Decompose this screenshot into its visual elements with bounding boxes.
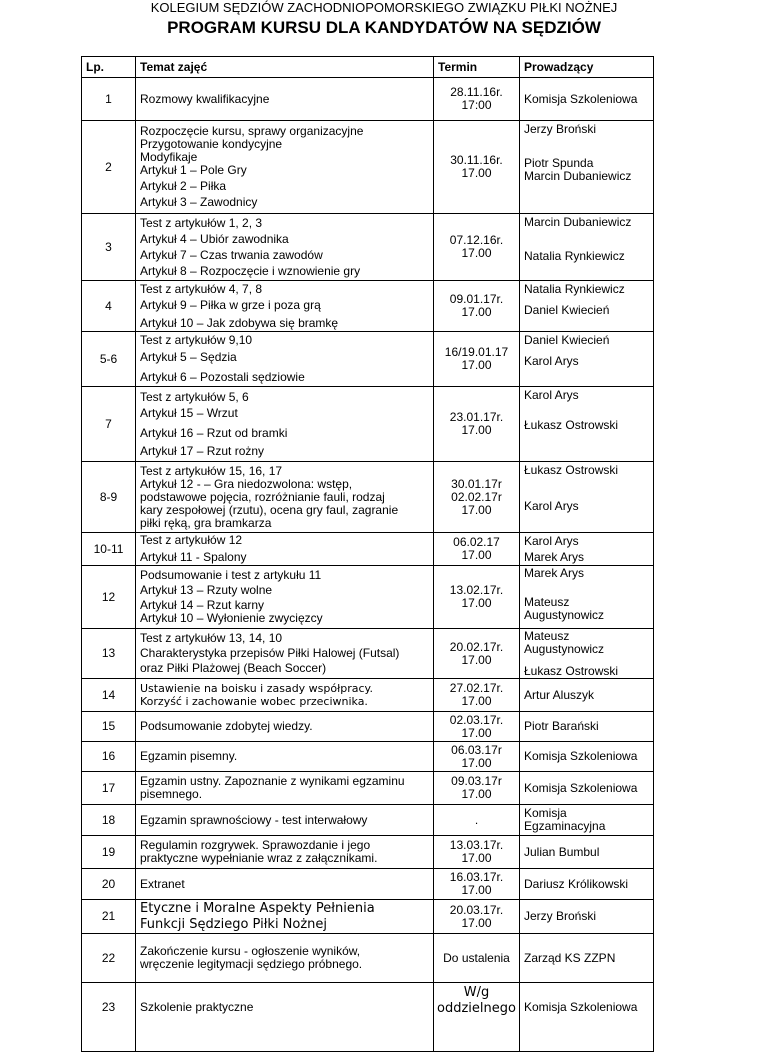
topic-line: pisemnego.	[140, 787, 203, 801]
date-cell	[434, 712, 520, 742]
date-line: 16.03.17r.	[449, 870, 504, 884]
topic-cell	[136, 934, 434, 983]
row-number: 16	[82, 742, 136, 772]
table-row	[82, 836, 654, 869]
topic-line: Egzamin sprawnościowy - test interwałowy	[140, 812, 368, 827]
row-number: 13	[82, 629, 136, 679]
date-line: 28.11.16r.	[450, 85, 503, 99]
time-line: 17.00	[461, 596, 492, 610]
topic-line: Test z artykułów 5, 6	[140, 389, 249, 404]
lead-cell	[520, 387, 654, 462]
date-line: 07.12.16r.	[449, 233, 504, 247]
lead-cell	[520, 934, 654, 983]
date-line: 20.03.17r.	[449, 902, 504, 917]
topic-line: Artykuł 9 – Piłka w grze i poza grą	[140, 297, 321, 312]
topic-line: Test z artykułów 13, 14, 10	[140, 631, 283, 645]
topic-line: Rozmowy kwalifikacyjne	[140, 91, 270, 106]
date-line: 09.03.17r	[451, 774, 502, 788]
lead-name: Natalia Rynkiewicz	[524, 282, 625, 296]
date-cell	[434, 121, 520, 214]
lead-name: Piotr Barański	[524, 719, 599, 733]
topic-line: Charakterystyka przepisów Piłki Halowej (Futsal)	[140, 646, 400, 660]
row-number: 2	[82, 121, 136, 214]
lead-name: Komisja Szkoleniowa	[524, 749, 638, 763]
table-row	[82, 983, 654, 1052]
table-row	[82, 121, 654, 214]
lead-cell	[520, 869, 654, 900]
lead-name: Daniel Kwiecień	[524, 333, 610, 347]
time-line: 17.00	[461, 548, 492, 562]
lead-cell	[520, 900, 654, 934]
topic-line: wręczenie legitymacji sędziego próbnego.	[140, 957, 363, 971]
topic-line: podstawowe pojęcia, rozróżnianie fauli, rodzaj	[140, 489, 385, 504]
topic-cell	[136, 462, 434, 533]
topic-line: Korzyść i zachowanie wobec przeciwnika.	[140, 695, 368, 708]
topic-cell	[136, 900, 434, 934]
topic-cell	[136, 805, 434, 836]
topic-line: Szkolenie praktyczne	[140, 1000, 254, 1014]
date-line: 09.01.17r.	[449, 292, 504, 306]
lead-name: Julian Bumbul	[524, 844, 600, 859]
topic-cell	[136, 214, 434, 281]
table-row	[82, 772, 654, 805]
organization-name: KOLEGIUM SĘDZIÓW ZACHODNIOPOMORSKIEGO ZWIĄZKU PIŁKI NOŻNEJ	[150, 0, 618, 15]
time-line: 17.00	[461, 915, 492, 930]
row-number: 19	[82, 836, 136, 869]
date-line: 30.11.16r.	[450, 153, 503, 167]
lead-cell	[520, 679, 654, 712]
time-line: 17.00	[461, 694, 492, 708]
topic-line: Modyfikaje	[140, 150, 198, 164]
topic-line: Artykuł 10 – Jak zdobywa się bramkę	[140, 315, 339, 330]
time-line: 17:00	[461, 98, 492, 112]
lead-name: Komisja Szkoleniowa	[524, 91, 638, 106]
topic-line: Podsumowanie i test z artykułu 11	[140, 568, 322, 582]
table-row	[82, 679, 654, 712]
lead-name: Karol Arys	[524, 533, 579, 548]
topic-line: Artykuł 8 – Rozpoczęcie i wznowienie gry	[140, 263, 361, 278]
topic-cell	[136, 566, 434, 629]
row-number: 5-6	[82, 332, 136, 387]
date-cell	[434, 281, 520, 332]
date-line: 06.03.17r	[451, 742, 502, 757]
date-cell	[434, 387, 520, 462]
lead-cell	[520, 712, 654, 742]
lead-name: Mateusz Augustynowicz	[524, 595, 605, 622]
topic-cell	[136, 712, 434, 742]
lead-name: Marek Arys	[524, 549, 585, 564]
date-cell	[434, 934, 520, 983]
lead-name: Marek Arys	[524, 566, 585, 580]
table-row	[82, 934, 654, 983]
row-number: 23	[82, 983, 136, 1052]
row-number: 18	[82, 805, 136, 836]
date-cell	[434, 805, 520, 836]
row-number: 8-9	[82, 462, 136, 533]
table-row	[82, 629, 654, 679]
row-number: 1	[82, 78, 136, 121]
row-number: 7	[82, 387, 136, 462]
date-cell	[434, 214, 520, 281]
lead-name: Mateusz Augustynowicz	[524, 629, 605, 656]
lead-cell	[520, 462, 654, 533]
topic-line: Artykuł 3 – Zawodnicy	[140, 195, 258, 209]
topic-line: piłki ręką, gra bramkarza	[140, 515, 272, 530]
topic-line: Artykuł 10 – Wyłonienie zwycięzcy	[140, 611, 323, 625]
date-cell	[434, 742, 520, 772]
lead-cell	[520, 533, 654, 566]
topic-line: Artykuł 17 – Rzut rożny	[140, 443, 265, 458]
lead-name: Zarząd KS ZZPN	[524, 950, 616, 965]
lead-name: Dariusz Królikowski	[524, 876, 629, 891]
table-row	[82, 742, 654, 772]
date-cell	[434, 78, 520, 121]
topic-line: Artykuł 4 – Ubiór zawodnika	[140, 231, 289, 246]
topic-line: Etyczne i Moralne Aspekty Pełnienia	[140, 900, 375, 916]
topic-line: Egzamin pisemny.	[140, 749, 238, 763]
date-line: 23.01.17r.	[449, 410, 504, 424]
table-row	[82, 332, 654, 387]
lead-cell	[520, 566, 654, 629]
table-row	[82, 900, 654, 934]
lead-name: Artur Aluszyk	[524, 687, 595, 702]
lead-name: Karol Arys	[524, 499, 579, 513]
date-line: W/g	[463, 985, 490, 1000]
lead-name: Komisja Egzaminacyjna	[524, 806, 606, 833]
lead-cell	[520, 742, 654, 772]
date-line: .	[474, 812, 479, 827]
lead-cell	[520, 629, 654, 679]
date-line: oddzielnego	[437, 1001, 516, 1016]
date-line: 02.02.17r	[451, 489, 502, 504]
lead-cell	[520, 281, 654, 332]
date-line: 02.03.17r.	[449, 712, 504, 727]
lead-name: Marcin Dubaniewicz	[524, 169, 632, 183]
lead-name: Jerzy Broński	[524, 122, 597, 136]
date-cell	[434, 679, 520, 712]
lead-cell	[520, 214, 654, 281]
lead-name: Natalia Rynkiewicz	[524, 249, 625, 263]
lead-name: Karol Arys	[524, 388, 579, 402]
topic-line: Artykuł 11 - Spalony	[140, 550, 247, 564]
table-row	[82, 805, 654, 836]
row-number: 4	[82, 281, 136, 332]
lead-name: Daniel Kwiecień	[524, 303, 610, 317]
lead-cell	[520, 121, 654, 214]
date-cell	[434, 332, 520, 387]
row-number: 21	[82, 900, 136, 934]
topic-cell	[136, 742, 434, 772]
date-line: 06.02.17	[453, 535, 500, 549]
time-line: 17.00	[461, 851, 492, 865]
topic-cell	[136, 121, 434, 214]
topic-line: Extranet	[140, 876, 185, 891]
lead-name: Łukasz Ostrowski	[524, 418, 619, 432]
topic-line: Test z artykułów 9,10	[140, 333, 253, 347]
date-line: 20.02.17r.	[449, 639, 504, 654]
topic-line: Ustawienie na boisku i zasady współpracy.	[140, 682, 373, 695]
lead-cell	[520, 78, 654, 121]
lead-name: Karol Arys	[524, 354, 579, 368]
table-row	[82, 462, 654, 533]
time-line: 17.00	[461, 166, 492, 180]
date-cell	[434, 836, 520, 869]
topic-line: Zakończenie kursu - ogłoszenie wyników,	[140, 944, 361, 958]
date-cell	[434, 869, 520, 900]
row-number: 20	[82, 869, 136, 900]
date-cell	[434, 983, 520, 1052]
date-line: 30.01.17r	[451, 476, 502, 491]
lead-name: Piotr Spunda	[524, 156, 594, 170]
topic-line: Rozpoczęcie kursu, sprawy organizacyjne	[140, 124, 364, 138]
lead-name: Jerzy Broński	[524, 909, 597, 923]
topic-line: praktyczne wypełnianie wraz z załącznikami.	[140, 851, 378, 865]
table-row	[82, 78, 654, 121]
lead-name: Łukasz Ostrowski	[524, 463, 619, 477]
topic-cell	[136, 772, 434, 805]
column-header-lp: Lp.	[82, 57, 136, 78]
topic-line: Artykuł 1 – Pole Gry	[140, 163, 247, 177]
course-program-table	[81, 56, 654, 1052]
topic-line: Artykuł 6 – Pozostali sędziowie	[140, 370, 305, 384]
topic-line: kary zespołowej (rzutu), ocena gry faul, zagranie	[140, 502, 399, 517]
time-line: 17.00	[461, 755, 492, 770]
topic-line: Regulamin rozgrywek. Sprawozdanie i jego	[140, 838, 371, 852]
topic-line: Podsumowanie zdobytej wiedzy.	[140, 719, 313, 733]
topic-line: Test z artykułów 4, 7, 8	[140, 281, 263, 296]
time-line: 17.00	[461, 502, 492, 517]
date-line: Do ustalenia	[443, 950, 510, 965]
row-number: 12	[82, 566, 136, 629]
topic-line: Artykuł 14 – Rzut karny	[140, 598, 265, 612]
topic-line: Artykuł 16 – Rzut od bramki	[140, 425, 288, 440]
date-line: 16/19.01.17	[444, 345, 509, 359]
lead-cell	[520, 772, 654, 805]
topic-line: Artykuł 13 – Rzuty wolne	[140, 583, 273, 597]
lead-name: Marcin Dubaniewicz	[524, 215, 632, 229]
date-cell	[434, 533, 520, 566]
table-row	[82, 387, 654, 462]
table-row	[82, 214, 654, 281]
lead-cell	[520, 983, 654, 1052]
row-number: 14	[82, 679, 136, 712]
topic-cell	[136, 869, 434, 900]
table-row	[82, 281, 654, 332]
topic-cell	[136, 78, 434, 121]
table-row	[82, 566, 654, 629]
topic-line: Artykuł 12 - – Gra niedozwolona: wstęp,	[140, 476, 353, 491]
lead-cell	[520, 836, 654, 869]
column-header-lead: Prowadzący	[520, 57, 654, 78]
topic-line: Artykuł 2 – Piłka	[140, 179, 227, 193]
time-line: 17.00	[461, 787, 492, 801]
topic-cell	[136, 629, 434, 679]
time-line: 17.00	[461, 652, 492, 667]
row-number: 10-11	[82, 533, 136, 566]
topic-cell	[136, 281, 434, 332]
topic-cell	[136, 387, 434, 462]
table-header-row	[82, 57, 654, 78]
row-number: 17	[82, 772, 136, 805]
topic-line: Test z artykułów 12	[140, 533, 243, 547]
table-row	[82, 869, 654, 900]
time-line: 17.00	[461, 305, 492, 319]
topic-cell	[136, 679, 434, 712]
date-cell	[434, 772, 520, 805]
topic-line: Egzamin ustny. Zapoznanie z wynikami egzaminu	[140, 774, 405, 788]
table-row	[82, 712, 654, 742]
date-cell	[434, 462, 520, 533]
time-line: 17.00	[461, 358, 492, 372]
time-line: 17.00	[461, 246, 492, 260]
topic-line: Funkcji Sędziego Piłki Nożnej	[140, 916, 328, 932]
lead-name: Łukasz Ostrowski	[524, 664, 619, 678]
topic-line: Artykuł 5 – Sędzia	[140, 350, 237, 364]
topic-cell	[136, 533, 434, 566]
date-line: 13.03.17r.	[449, 838, 504, 852]
topic-line: Przygotowanie kondycyjne	[140, 137, 283, 151]
date-line: 13.02.17r.	[449, 583, 504, 597]
date-line: 27.02.17r.	[449, 681, 504, 695]
lead-cell	[520, 332, 654, 387]
time-line: 17.00	[461, 725, 492, 740]
page-title: PROGRAM KURSU DLA KANDYDATÓW NA SĘDZIÓW	[167, 18, 601, 37]
row-number: 15	[82, 712, 136, 742]
time-line: 17.00	[461, 423, 492, 437]
column-header-date: Termin	[434, 57, 520, 78]
row-number: 3	[82, 214, 136, 281]
date-cell	[434, 629, 520, 679]
lead-cell	[520, 805, 654, 836]
topic-line: oraz Piłki Plażowej (Beach Soccer)	[140, 661, 327, 675]
topic-line: Test z artykułów 15, 16, 17	[140, 463, 283, 478]
date-cell	[434, 566, 520, 629]
lead-name: Komisja Szkoleniowa	[524, 1000, 638, 1014]
topic-cell	[136, 836, 434, 869]
column-header-topic: Temat zajęć	[136, 57, 434, 78]
topic-cell	[136, 983, 434, 1052]
topic-cell	[136, 332, 434, 387]
date-cell	[434, 900, 520, 934]
table-row	[82, 533, 654, 566]
topic-line: Test z artykułów 1, 2, 3	[140, 215, 263, 230]
topic-line: Artykuł 7 – Czas trwania zawodów	[140, 247, 323, 262]
row-number: 22	[82, 934, 136, 983]
time-line: 17.00	[461, 883, 492, 897]
lead-name: Komisja Szkoleniowa	[524, 780, 638, 795]
topic-line: Artykuł 15 – Wrzut	[140, 405, 238, 420]
